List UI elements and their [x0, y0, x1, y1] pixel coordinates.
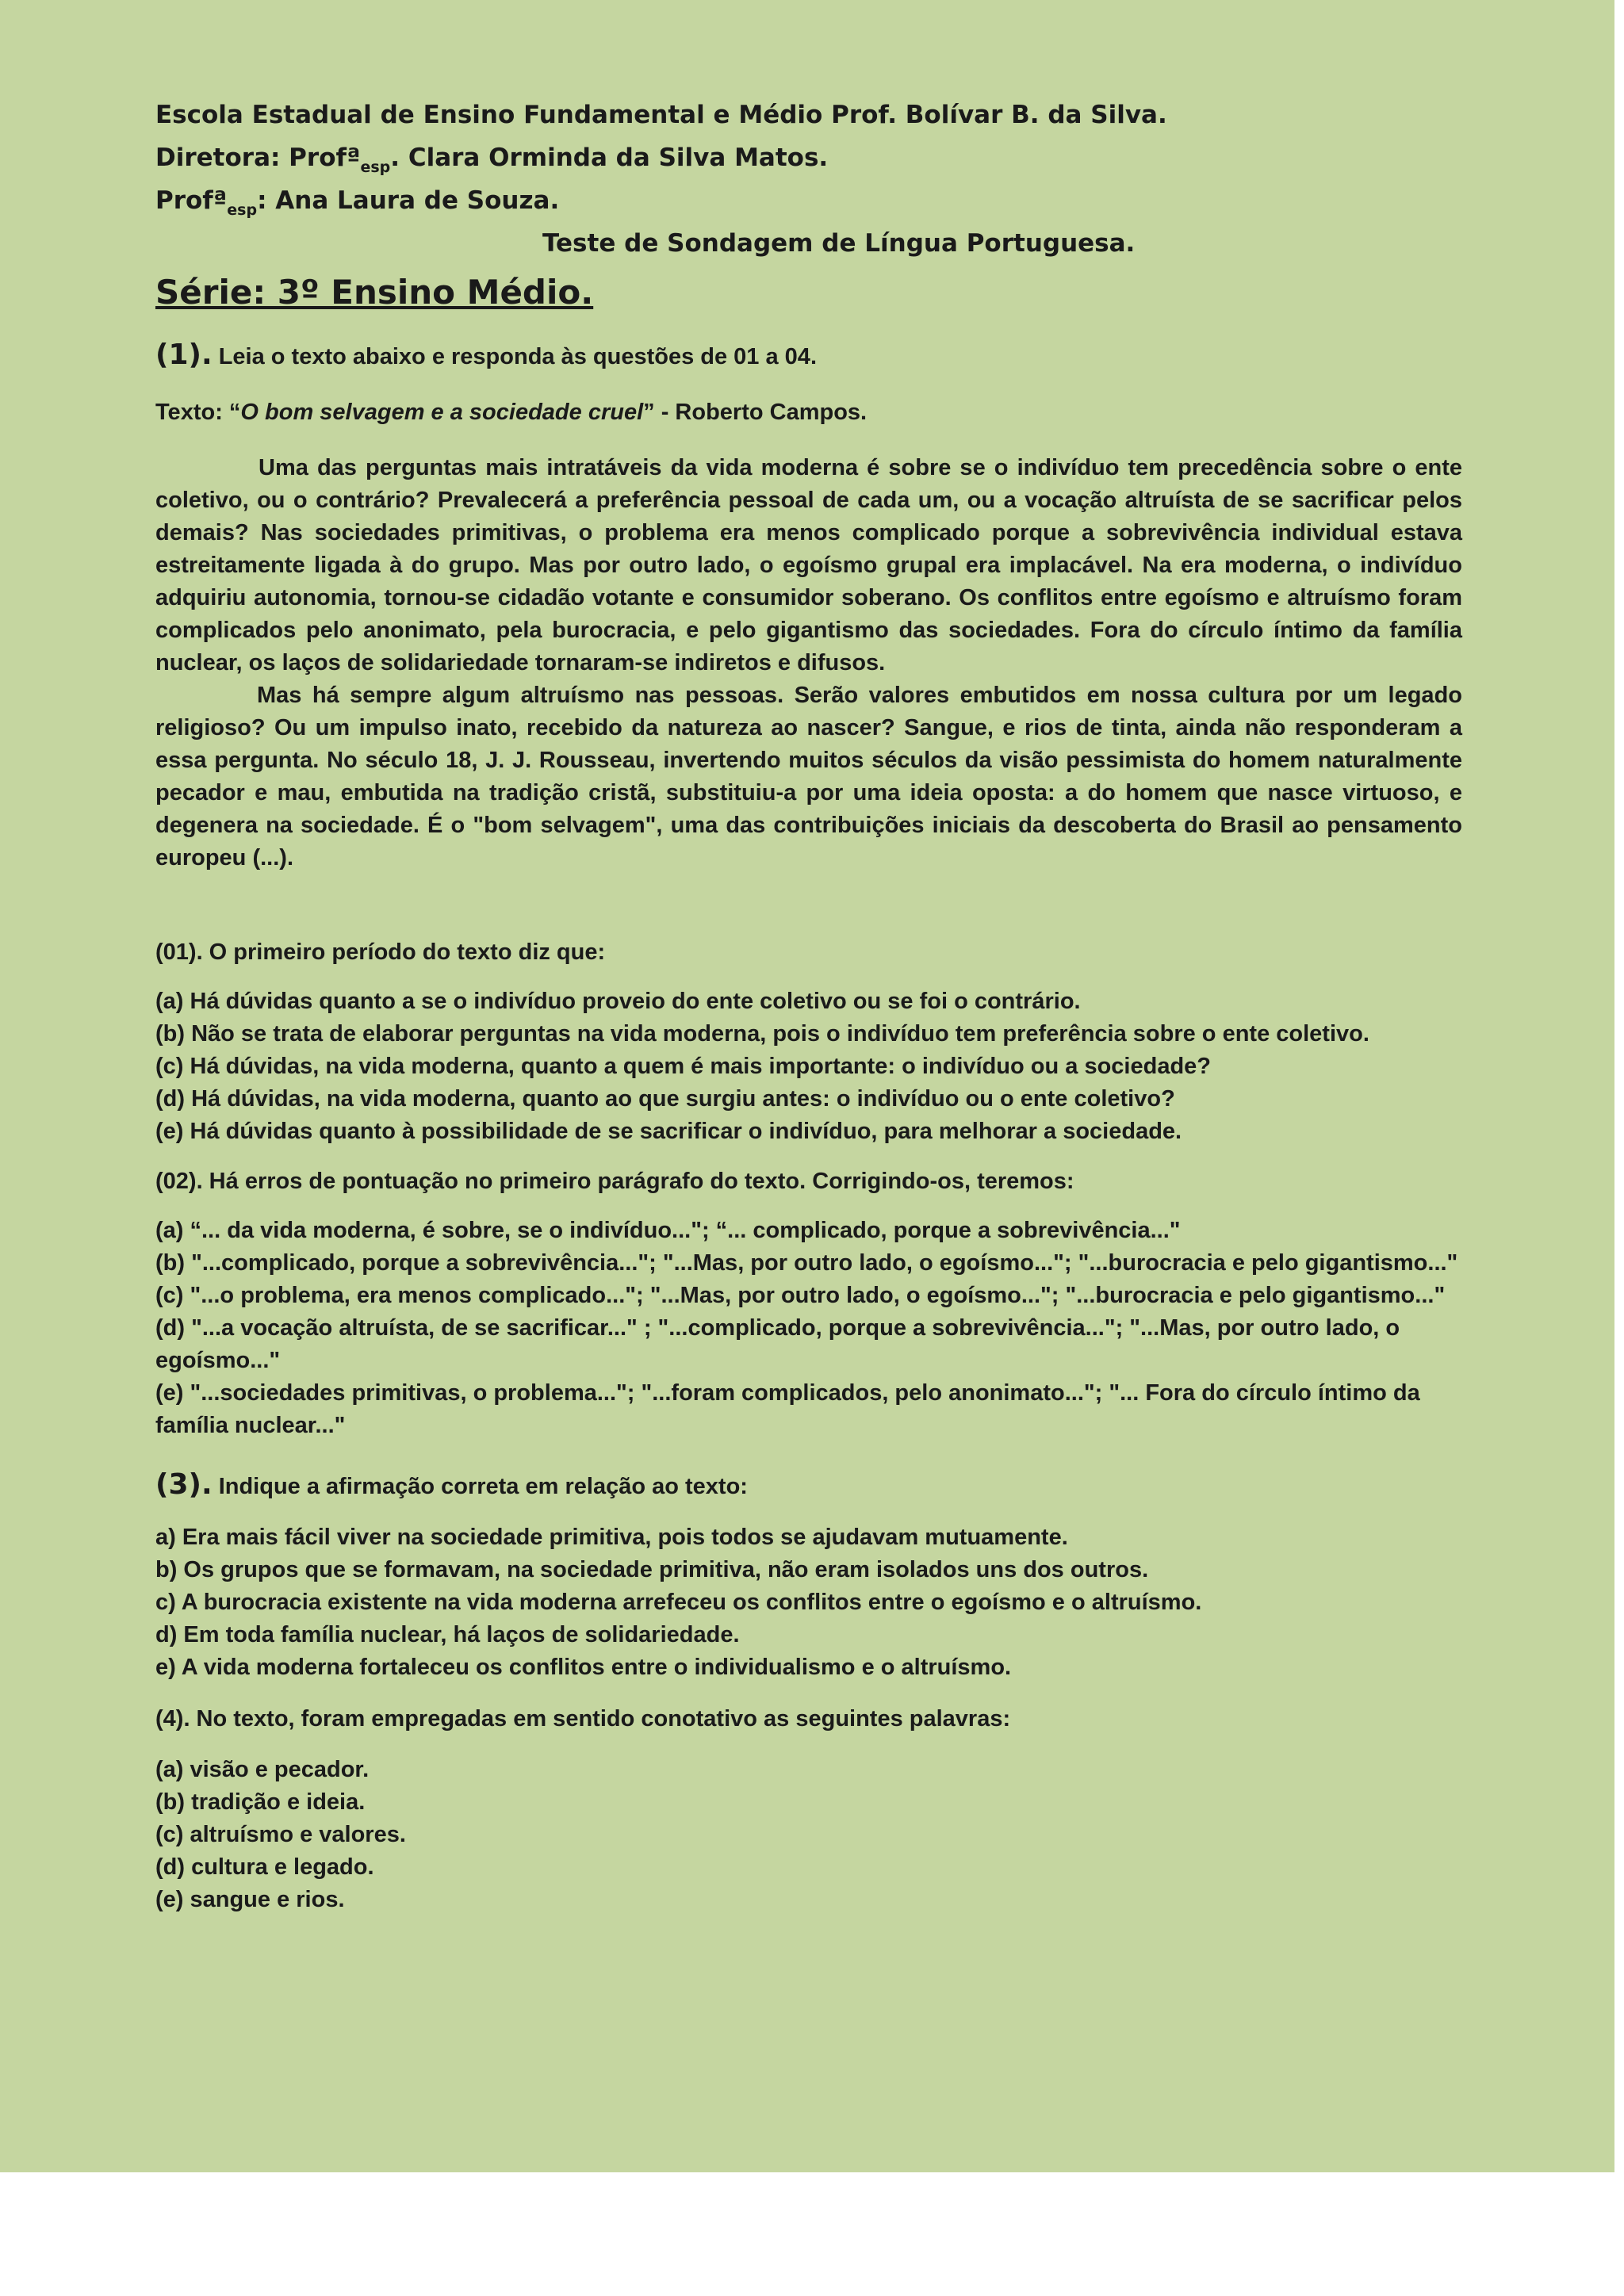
- text-title: O bom selvagem e a sociedade cruel: [240, 400, 644, 425]
- option-01-c: (c) Há dúvidas, na vida moderna, quanto a quem é mais importante: o indivíduo ou a sociedade?: [155, 1054, 1212, 1079]
- option-01-e: (e) Há dúvidas quanto à possibilidade de se sacrificar o indivíduo, para melhorar a sociedade.: [155, 1119, 1182, 1144]
- reading-passage: [155, 452, 1462, 874]
- teacher-subscript: esp: [227, 201, 258, 219]
- option-04-c: (c) altruísmo e valores.: [155, 1822, 406, 1847]
- teacher-line: [155, 179, 1462, 222]
- teacher-prefix: Profª: [155, 186, 228, 215]
- passage-paragraph-2: Mas há sempre algum altruísmo nas pessoas. Serão valores embutidos em nossa cultura por um legado religioso? Ou um impulso inato, recebido da natureza ao nascer? Sangue, e rios de tinta, ainda não responderam a essa pergunta. No século 18, J. J. Rousseau, invertendo muitos séculos da visão pessimista do homem naturalmente pecador e mau, embutida na tradição cristã, substituiu-a por uma ideia oposta: a do homem que nasce virtuoso, e degenera na sociedade. É o "bom selvagem", uma das contribuições iniciais da descoberta do Brasil ao pensamento europeu (...).: [155, 683, 1462, 871]
- question-02-prompt: (02). Há erros de pontuação no primeiro parágrafo do texto. Corrigindo-os, teremos:: [155, 1169, 1074, 1194]
- option-04-b: (b) tradição e ideia.: [155, 1789, 366, 1815]
- grade-title: Série: 3º Ensino Médio.: [155, 273, 594, 312]
- question-03-number: (3).: [155, 1468, 213, 1501]
- option-03-e: e) A vida moderna fortaleceu os conflitos entre o individualismo e o altruísmo.: [155, 1655, 1012, 1680]
- worksheet-content: [155, 94, 1462, 1916]
- option-02-c: (c) "...o problema, era menos complicado..."; "...Mas, por outro lado, o egoísmo..."; "...burocracia e pelo gigantismo...": [155, 1283, 1446, 1308]
- text-label: Texto: “: [155, 400, 241, 425]
- option-02-a: (a) “... da vida moderna, é sobre, se o indivíduo..."; “... complicado, porque a sobrevivência...": [155, 1218, 1181, 1243]
- option-03-a: a) Era mais fácil viver na sociedade primitiva, pois todos se ajudavam mutuamente.: [155, 1525, 1068, 1550]
- director-subscript: esp: [360, 159, 391, 176]
- question-04-prompt: (4). No texto, foram empregadas em sentido conotativo as seguintes palavras:: [155, 1706, 1011, 1732]
- question-03-text: Indique a afirmação correta em relação ao texto:: [212, 1474, 748, 1499]
- test-title: Teste de Sondagem de Língua Portuguesa.: [542, 229, 1136, 258]
- question-01-prompt: (01). O primeiro período do texto diz que:: [155, 939, 606, 965]
- intro-number: (1).: [155, 339, 213, 371]
- option-03-c: c) A burocracia existente na vida moderna arrefeceu os conflitos entre o egoísmo e o altruísmo.: [155, 1590, 1202, 1615]
- question-02-options: [155, 1215, 1462, 1442]
- director-name: . Clara Orminda da Silva Matos.: [390, 144, 829, 172]
- intro-instruction: [155, 339, 1462, 373]
- option-01-a: (a) Há dúvidas quanto a se o indivíduo proveio do ente coletivo ou se foi o contrário.: [155, 989, 1081, 1014]
- option-03-d: d) Em toda família nuclear, há laços de solidariedade.: [155, 1622, 740, 1647]
- option-04-a: (a) visão e pecador.: [155, 1757, 370, 1782]
- passage-paragraph-1: Uma das perguntas mais intratáveis da vida moderna é sobre se o indivíduo tem precedência sobre o ente coletivo, ou o contrário? Prevalecerá a preferência pessoal de cada um, ou a vocação altruísta de se sacrificar pelos demais? Nas sociedades primitivas, o problema era menos complicado porque a sobrevivência individual estava estreitamente ligada à do grupo. Mas por outro lado, o egoísmo grupal era implacável. Na era moderna, o indivíduo adquiriu autonomia, tornou-se cidadão votante e consumidor soberano. Os conflitos entre egoísmo e altruísmo foram complicados pelo anonimato, pela burocracia, e pelo gigantismo das sociedades. Fora do círculo íntimo da família nuclear, os laços de solidariedade tornaram-se indiretos e difusos.: [155, 455, 1462, 675]
- option-02-e: (e) "...sociedades primitivas, o problema..."; "...foram complicados, pelo anonimato..."; "... Fora do círculo íntimo da família nuclear...": [155, 1380, 1420, 1438]
- question-01-options: [155, 985, 1462, 1148]
- option-01-d: (d) Há dúvidas, na vida moderna, quanto ao que surgiu antes: o indivíduo ou o ente coletivo?: [155, 1086, 1175, 1112]
- question-03-prompt: [155, 1469, 1462, 1502]
- question-04-options: [155, 1754, 1462, 1916]
- option-03-b: b) Os grupos que se formavam, na sociedade primitiva, não eram isolados uns dos outros.: [155, 1557, 1149, 1582]
- teacher-name: : Ana Laura de Souza.: [257, 186, 560, 215]
- text-reference: [155, 396, 1462, 428]
- intro-instruction-text: Leia o texto abaixo e responda às questões de 01 a 04.: [212, 344, 817, 369]
- option-02-d: (d) "...a vocação altruísta, de se sacrificar..." ; "...complicado, porque a sobrevivência..."; "...Mas, por outro lado, o egoísmo...": [155, 1315, 1400, 1373]
- school-name: Escola Estadual de Ensino Fundamental e Médio Prof. Bolívar B. da Silva.: [155, 101, 1167, 129]
- option-04-e: (e) sangue e rios.: [155, 1887, 345, 1912]
- director-prefix: Diretora: Profª: [155, 144, 361, 172]
- option-01-b: (b) Não se trata de elaborar perguntas na vida moderna, pois o indivíduo tem preferência sobre o ente coletivo.: [155, 1021, 1369, 1047]
- director-line: [155, 136, 1462, 179]
- text-author: ” - Roberto Campos.: [643, 400, 868, 425]
- option-04-d: (d) cultura e legado.: [155, 1854, 374, 1880]
- question-03-options: [155, 1521, 1462, 1684]
- option-02-b: (b) "...complicado, porque a sobrevivência..."; "...Mas, por outro lado, o egoísmo..."; "...burocracia e pelo gigantismo...": [155, 1250, 1458, 1276]
